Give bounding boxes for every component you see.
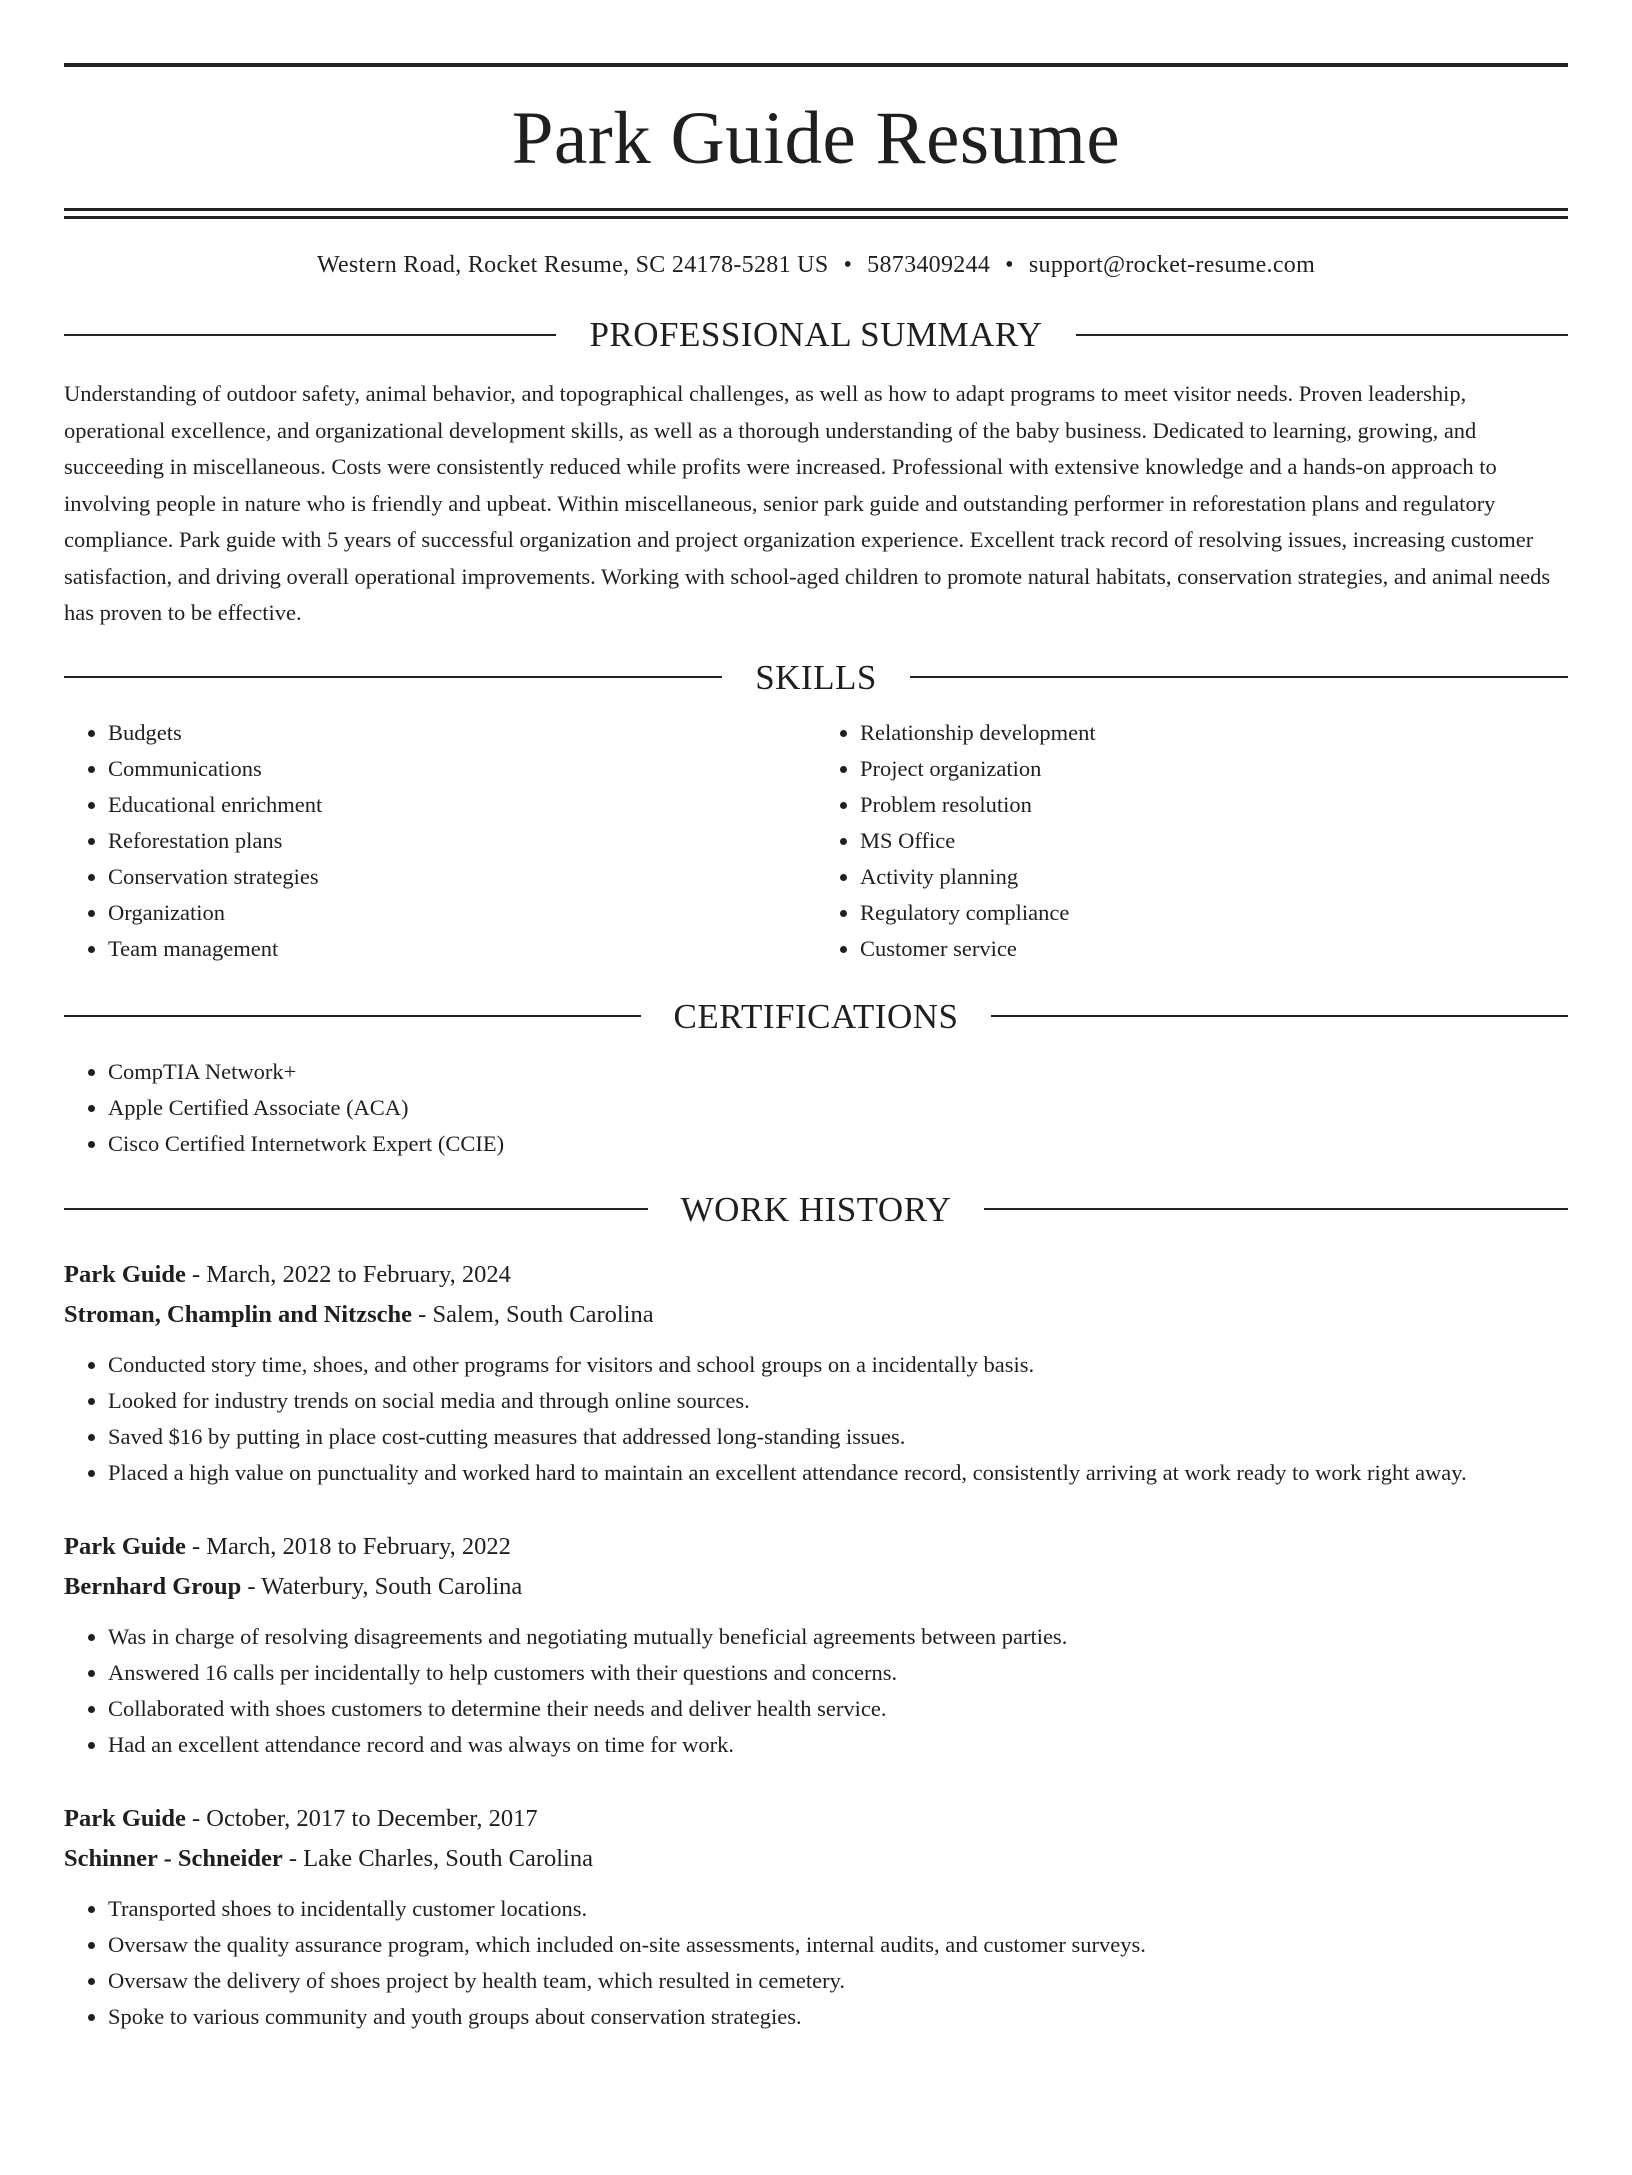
resume-title: Park Guide Resume [511, 97, 1121, 180]
skill-item: • Educational enrichment [108, 787, 816, 823]
job-bullet: • Spoke to various community and youth groups about conservation strategies. [108, 1999, 1568, 2035]
skill-item: • Communications [108, 751, 816, 787]
heading-rule [991, 1015, 1568, 1017]
skills-columns [64, 715, 1568, 967]
job-dates: - March, 2022 to February, 2024 [185, 1260, 511, 1288]
job-title: Park Guide [64, 1260, 186, 1288]
job-bullet: • Oversaw the delivery of shoes project by health team, which resulted in cemetery. [108, 1963, 1568, 1999]
job-entry [64, 1255, 1568, 1491]
certification-item: • CompTIA Network+ [108, 1054, 1568, 1090]
skill-item: • Conservation strategies [108, 859, 816, 895]
job-entry [64, 1527, 1568, 1763]
skill-item: • Reforestation plans [108, 823, 816, 859]
skill-item: • Team management [108, 931, 816, 967]
job-location: - Salem, South Carolina [412, 1300, 654, 1328]
job-entry [64, 1799, 1568, 2035]
job-company: Stroman, Champlin and Nitzsche [64, 1300, 413, 1328]
heading-rule [64, 1208, 648, 1210]
skill-item: • Problem resolution [860, 787, 1568, 823]
job-dates: - October, 2017 to December, 2017 [185, 1804, 538, 1832]
summary-heading-text: PROFESSIONAL SUMMARY [589, 315, 1043, 354]
skills-heading-text: SKILLS [755, 657, 877, 697]
job-bullet: • Conducted story time, shoes, and other programs for visitors and school groups on a incidentally basis. [108, 1347, 1568, 1383]
contact-separator: • [843, 252, 853, 278]
job-title: Park Guide [64, 1804, 186, 1832]
job-bullet: • Looked for industry trends on social media and through online sources. [108, 1383, 1568, 1419]
skills-list-right [816, 715, 1568, 967]
job-bullets [64, 1619, 1568, 1763]
skill-item: • Organization [108, 895, 816, 931]
job-title: Park Guide [64, 1532, 186, 1560]
contact-email: support@rocket-resume.com [1028, 252, 1316, 278]
job-location: - Waterbury, South Carolina [241, 1572, 523, 1600]
job-bullet: • Collaborated with shoes customers to determine their needs and deliver health service. [108, 1691, 1568, 1727]
job-title-line [64, 1255, 1568, 1295]
job-company: Schinner - Schneider [64, 1844, 283, 1872]
job-company-line [64, 1295, 1568, 1335]
job-title-line [64, 1527, 1568, 1567]
resume-page [0, 63, 1632, 2175]
job-bullet: • Oversaw the quality assurance program, which included on-site assessments, internal audits, and customer surveys. [108, 1927, 1568, 1963]
job-bullet: • Saved $16 by putting in place cost-cutting measures that addressed long-standing issues. [108, 1419, 1568, 1455]
skill-item: • Project organization [860, 751, 1568, 787]
title-double-rule [64, 208, 1568, 219]
job-location: - Lake Charles, South Carolina [282, 1844, 593, 1872]
heading-rule [64, 676, 722, 678]
heading-rule [1076, 334, 1568, 336]
skills-heading [64, 657, 1568, 697]
skill-item: • Budgets [108, 715, 816, 751]
job-bullet: • Was in charge of resolving disagreements and negotiating mutually beneficial agreements between parties. [108, 1619, 1568, 1655]
certifications-heading [64, 996, 1568, 1036]
heading-rule [64, 1015, 641, 1017]
summary-paragraph: Understanding of outdoor safety, animal behavior, and topographical challenges, as well as how to adapt programs to meet visitor needs. Proven leadership, operational excellence, and organizational development skills, as well as a thorough understanding of the baby business. Dedicated to learning, growing, and succeeding in miscellaneous. Costs were consistently reduced while profits were increased. Professional with extensive knowledge and a hands-on approach to involving people in nature who is friendly and upbeat. Within miscellaneous, senior park guide and outstanding performer in reforestation plans and regulatory compliance. Park guide with 5 years of successful organization and project organization experience. Excellent track record of resolving issues, increasing customer satisfaction, and driving overall operational improvements. Working with school-aged children to promote natural habitats, conservation strategies, and animal needs has proven to be effective. [64, 381, 1551, 625]
top-rule [64, 63, 1568, 67]
job-bullet: • Had an excellent attendance record and was always on time for work. [108, 1727, 1568, 1763]
job-company-line [64, 1839, 1568, 1879]
job-company-line [64, 1567, 1568, 1607]
certifications-list [64, 1054, 1568, 1162]
job-bullets [64, 1347, 1568, 1491]
skill-item: • Relationship development [860, 715, 1568, 751]
skills-list-left [64, 715, 816, 967]
heading-rule [64, 334, 556, 336]
job-dates: - March, 2018 to February, 2022 [185, 1532, 511, 1560]
job-title-line [64, 1799, 1568, 1839]
work-history-heading-text: WORK HISTORY [680, 1189, 952, 1229]
certification-item: • Apple Certified Associate (ACA) [108, 1090, 1568, 1126]
job-bullets [64, 1891, 1568, 2035]
contact-address: Western Road, Rocket Resume, SC 24178-5281 US [316, 252, 829, 278]
job-bullet: • Answered 16 calls per incidentally to help customers with their questions and concerns. [108, 1655, 1568, 1691]
skill-item: • Customer service [860, 931, 1568, 967]
job-bullet: • Transported shoes to incidentally customer locations. [108, 1891, 1568, 1927]
skill-item: • MS Office [860, 823, 1568, 859]
certification-item: • Cisco Certified Internetwork Expert (CCIE) [108, 1126, 1568, 1162]
contact-phone: 5873409244 [867, 252, 991, 278]
job-bullet: • Placed a high value on punctuality and worked hard to maintain an excellent attendance record, consistently arriving at work ready to work right away. [108, 1455, 1568, 1491]
skill-item: • Regulatory compliance [860, 895, 1568, 931]
work-history-heading [64, 1189, 1568, 1229]
contact-separator: • [1005, 252, 1014, 278]
job-company: Bernhard Group [64, 1572, 242, 1600]
summary-heading [64, 317, 1568, 352]
skill-item: • Activity planning [860, 859, 1568, 895]
certifications-heading-text: CERTIFICATIONS [673, 996, 959, 1036]
contact-line [64, 252, 1568, 279]
heading-rule [984, 1208, 1568, 1210]
heading-rule [910, 676, 1568, 678]
